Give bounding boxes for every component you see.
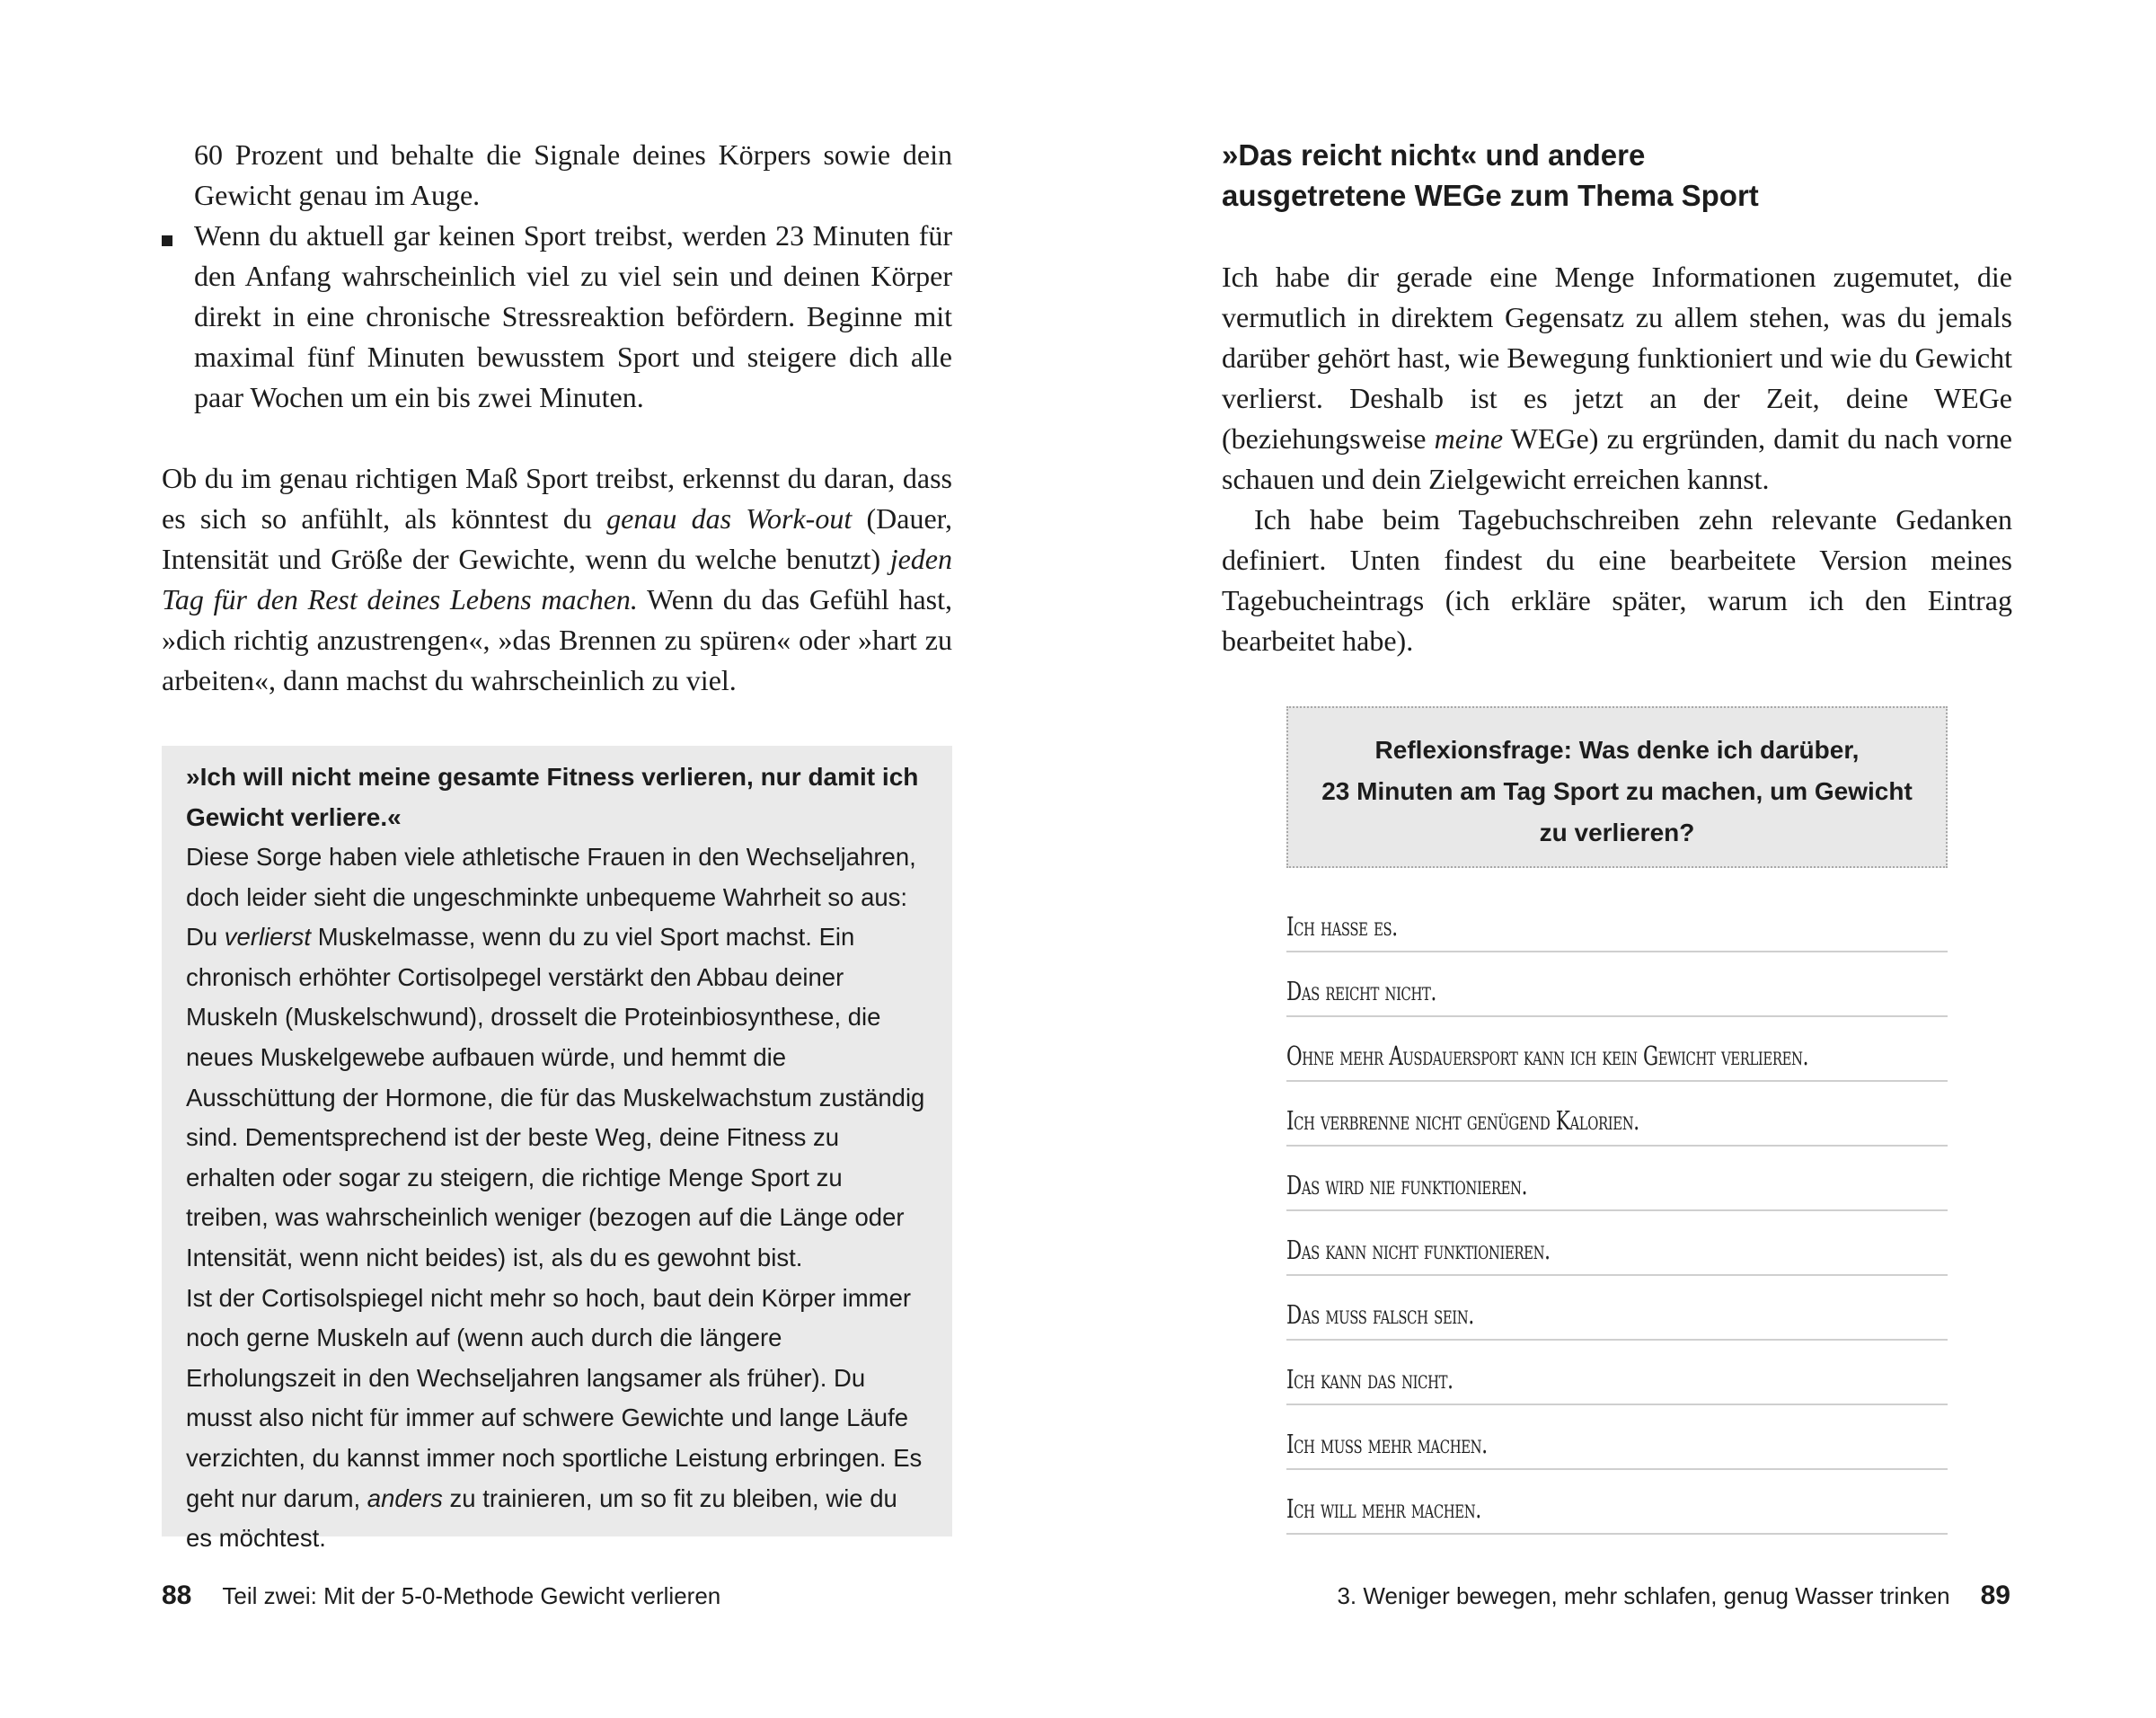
paragraph-text: (Dauer, Intensität und Größe der Gewichte, wenn du welche benutzt) — [162, 502, 953, 575]
page-number: 88 — [162, 1581, 192, 1610]
journal-answer-text: Das reicht nicht. — [1286, 976, 1437, 1006]
journal-answer-list — [1286, 895, 1948, 1536]
journal-answer-text: Ich muss mehr machen. — [1286, 1429, 1488, 1459]
page-footer — [162, 1580, 720, 1612]
page-number: 89 — [1980, 1581, 2010, 1610]
info-box-text: Ist der Cortisolspiegel nicht mehr so hoch, baut dein Körper immer noch gerne Muskeln auf (wenn auch durch die längere Erholungszeit in den Wechseljahren langsamer als früher). Du musst also nicht für immer auf schwere Gewichte und lange Läufe verzichten, du kannst immer noch sportliche Leistung erbringen. Es geht nur darum, — [186, 1283, 923, 1512]
info-box-text: zu trainieren, um so fit zu bleiben, wie du es möchtest. — [186, 1483, 897, 1553]
paragraph-text: Ob du im genau richtigen Maß Sport treibst, erkennst du daran, dass es sich so anfühlt, als könntest du — [162, 462, 952, 535]
info-box-paragraph — [186, 837, 928, 1279]
journal-answer-text: Ich kann das nicht. — [1286, 1364, 1454, 1395]
journal-answer-text: Ohne mehr Ausdauersport kann ich kein Gewicht verlieren. — [1286, 1041, 1809, 1071]
info-box-text: Diese Sorge haben viele athletische Frauen in den Wechseljahren, doch leider sieht die ungeschminkte unbequeme Wahrheit so aus: Du — [186, 843, 916, 952]
journal-answer-line — [1286, 1342, 1948, 1405]
paragraph-emphasis: jeden Tag für den Rest deines Lebens machen. — [162, 543, 952, 615]
journal-answer-line — [1286, 1278, 1948, 1341]
question-line: 23 Minuten am Tag Sport zu machen, um Gewicht — [1321, 777, 1913, 805]
journal-answer-line — [1286, 1213, 1948, 1276]
bullet-continuation-text: 60 Prozent und behalte die Signale deines Körpers sowie dein Gewicht genau im Auge. — [194, 138, 952, 211]
journal-answer-text: Ich hasse es. — [1286, 911, 1398, 942]
question-line: zu verlieren? — [1539, 819, 1695, 846]
journal-answer-line — [1286, 1407, 1948, 1470]
paragraph-text: Ich habe dir gerade eine Menge Informationen zugemutet, die vermutlich in direktem Gegensatz zu allem stehen, was du jemals darüber gehört hast, wie Bewegung funktioniert und wie du Gewicht verlierst. Deshalb ist es jetzt an der Zeit, deine WEGe (beziehungsweise — [1222, 261, 2012, 455]
page-footer — [1337, 1580, 2010, 1612]
paragraph-text: Wenn du das Gefühl hast, »dich richtig anzustrengen«, »das Brennen zu spüren« oder »hart zu arbeiten«, dann machst du wahrscheinlich zu viel. — [162, 583, 952, 696]
bullet-square-icon — [162, 235, 172, 246]
journal-answer-line — [1286, 1148, 1948, 1211]
journal-answer-text: Das wird nie funktionieren. — [1286, 1170, 1528, 1200]
running-footer-title: 3. Weniger bewegen, mehr schlafen, genug Wasser trinken — [1337, 1582, 1950, 1609]
section-heading-line: ausgetretene WEGe zum Thema Sport — [1222, 179, 1759, 212]
running-footer-title: Teil zwei: Mit der 5-0-Methode Gewicht verlieren — [222, 1582, 721, 1609]
journal-answer-line — [1286, 1472, 1948, 1535]
body-paragraph: Ich habe beim Tagebuchschreiben zehn relevante Gedanken definiert. Unten findest du eine bearbeitete Version meines Tagebucheintrags (ich erkläre später, warum ich den Eintrag bearbeitet habe). — [1222, 503, 2012, 657]
question-line: Reflexionsfrage: Was denke ich darüber, — [1374, 736, 1860, 764]
paragraph-emphasis: meine — [1434, 422, 1504, 455]
journal-answer-text: Das muss falsch sein. — [1286, 1299, 1474, 1330]
journal-answer-text: Ich verbrenne nicht genügend Kalorien. — [1286, 1105, 1639, 1136]
section-heading — [1222, 135, 2030, 216]
journal-answer-line — [1286, 1019, 1948, 1082]
paragraph-text: WEGe) zu ergründen, damit du nach vorne schauen und dein Zielgewicht erreichen kannst. — [1222, 422, 2012, 495]
reflection-question-box — [1286, 706, 1948, 868]
journal-answer-line — [1286, 954, 1948, 1017]
section-heading-line: »Das reicht nicht« und andere — [1222, 138, 1646, 172]
info-box-title: »Ich will nicht meine gesamte Fitness verlieren, nur damit ich Gewicht verliere.« — [186, 763, 919, 831]
info-box — [162, 746, 952, 1553]
info-box-emphasis: anders — [367, 1483, 443, 1512]
info-box-paragraph — [186, 1279, 928, 1559]
journal-answer-line — [1286, 1084, 1948, 1147]
bullet-item-text: Wenn du aktuell gar keinen Sport treibst, werden 23 Minuten für den Anfang wahrscheinlich viel zu viel sein und deinen Körper direkt in eine chronische Stressreaktion befördern. Beginne mit maximal fünf Minuten bewusstem Sport und steigere dich alle paar Wochen um ein bis zwei Minuten. — [194, 219, 952, 413]
info-box-emphasis: verlierst — [224, 923, 312, 952]
journal-answer-text: Das kann nicht funktionieren. — [1286, 1235, 1551, 1265]
journal-answer-line — [1286, 895, 1948, 952]
right-page — [1078, 0, 2156, 1718]
info-box-content — [186, 757, 928, 1559]
paragraph-emphasis: genau das Work-out — [606, 502, 853, 535]
reflection-question — [1306, 730, 1928, 854]
body-paragraph — [162, 458, 952, 701]
body-paragraph — [1222, 257, 2012, 500]
journal-answer-text: Ich will mehr machen. — [1286, 1493, 1481, 1524]
info-box-text: Muskelmasse, wenn du zu viel Sport machst. Ein chronisch erhöhter Cortisolpegel verstärkt den Abbau deiner Muskeln (Muskelschwund), drosselt die Proteinbiosynthese, die neues Muskelgewebe aufbauen würde, und hemmt die Ausschüttung der Hormone, die für das Muskelwachstum zuständig sind. Dementsprechend ist der beste Weg, deine Fitness zu erhalten oder sogar zu steigern, die richtige Menge Sport zu treiben, was wahrscheinlich weniger (bezogen auf die Länge oder Intensität, wenn nicht beides) ist, als du es gewohnt bist. — [186, 923, 925, 1271]
